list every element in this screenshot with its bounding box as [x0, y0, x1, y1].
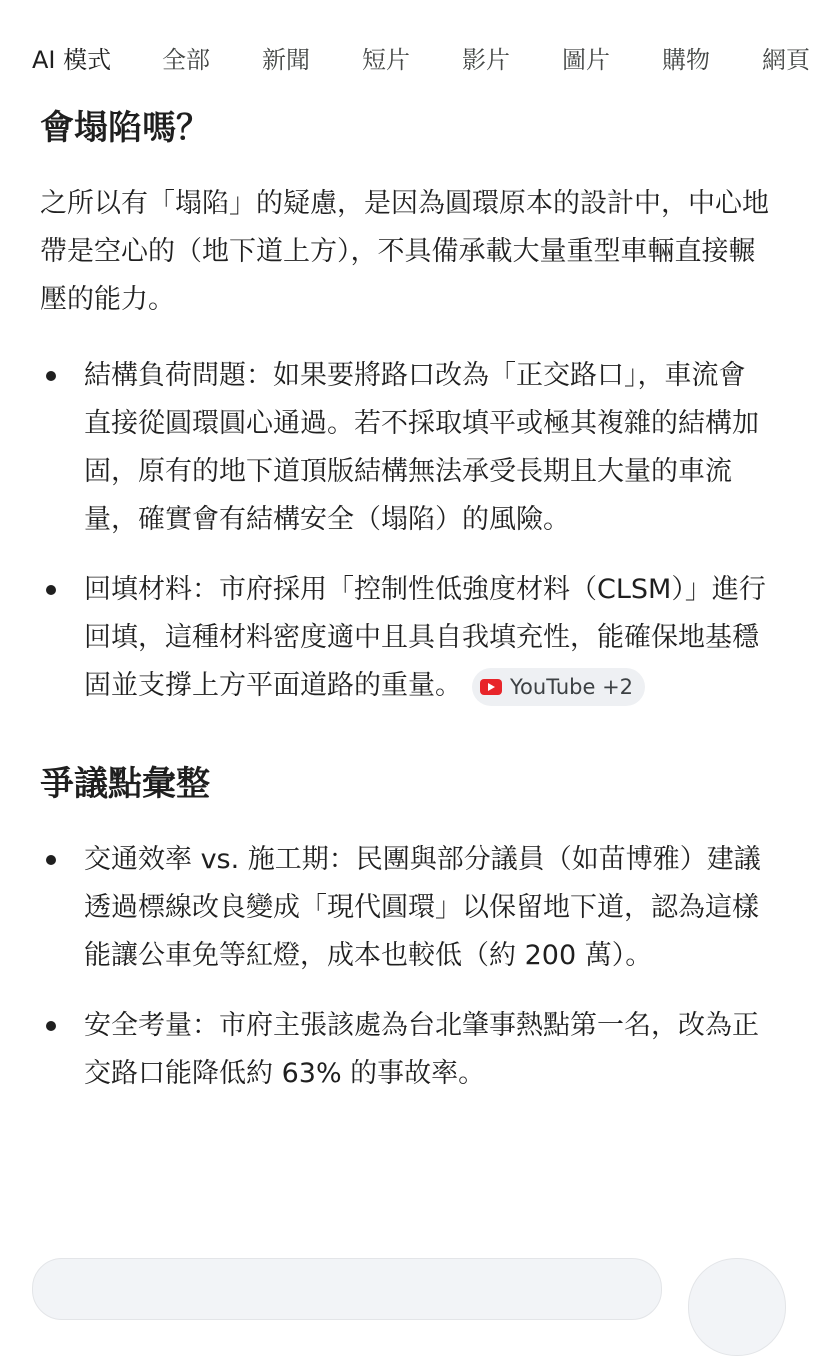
tab-shopping[interactable]: 購物: [662, 46, 710, 74]
tab-short-videos[interactable]: 短片: [362, 46, 410, 74]
follow-up-input[interactable]: [32, 1258, 662, 1320]
source-chip-label: YouTube +2: [510, 674, 634, 699]
ai-answer: [40, 104, 770, 1098]
bullet-text: 安全考量：市府主張該處為台北肇事熱點第一名，改為正交路口能降低約 63% 的事故率。: [84, 1010, 759, 1089]
tab-videos[interactable]: 影片: [462, 46, 510, 74]
tab-news[interactable]: 新聞: [262, 46, 310, 74]
bullet-dot: [46, 371, 56, 381]
search-tabs: [32, 40, 815, 80]
bullet-text: 結構負荷問題：如果要將路口改為「正交路口」，車流會直接從圓環圓心通過。若不採取填平或極其複雜的結構加固，原有的地下道頂版結構無法承受長期且大量的車流量，確實會有結構安全（塌陷）的風險。: [84, 360, 759, 535]
list-item: [40, 1002, 770, 1098]
tab-images[interactable]: 圖片: [562, 46, 610, 74]
intro-paragraph: 之所以有「塌陷」的疑慮，是因為圓環原本的設計中，中心地帶是空心的（地下道上方），不具備承載大量重型車輛直接輾壓的能力。: [40, 188, 769, 315]
youtube-icon: [480, 679, 502, 695]
bullet-dot: [46, 855, 56, 865]
list-item: [40, 836, 770, 980]
bullet-text: 回填材料：市府採用「控制性低強度材料（CLSM）」進行回填，這種材料密度適中且具自我填充性，能確保地基穩固並支撐上方平面道路的重量。: [84, 574, 766, 701]
section-title-disputes: 爭議點彙整: [40, 764, 210, 804]
list-item: [40, 352, 770, 544]
source-chip[interactable]: [472, 668, 645, 706]
tab-all[interactable]: 全部: [162, 46, 210, 74]
bullet-dot: [46, 585, 56, 595]
tab-ai-mode[interactable]: AI 模式: [32, 46, 112, 74]
disputes-bullet-list: [40, 836, 770, 1098]
bullet-text: 交通效率 vs. 施工期：民團與部分議員（如苗博雅）建議透過標線改良變成「現代圓環」以保留地下道，認為這樣能讓公車免等紅燈，成本也較低（約 200 萬）。: [84, 844, 761, 971]
mic-button[interactable]: [688, 1258, 786, 1356]
section-title-collapse: 會塌陷嗎？: [40, 108, 210, 148]
collapse-bullet-list: [40, 352, 770, 710]
tab-web[interactable]: 網頁: [762, 46, 810, 74]
list-item: [40, 566, 770, 710]
bullet-dot: [46, 1021, 56, 1031]
